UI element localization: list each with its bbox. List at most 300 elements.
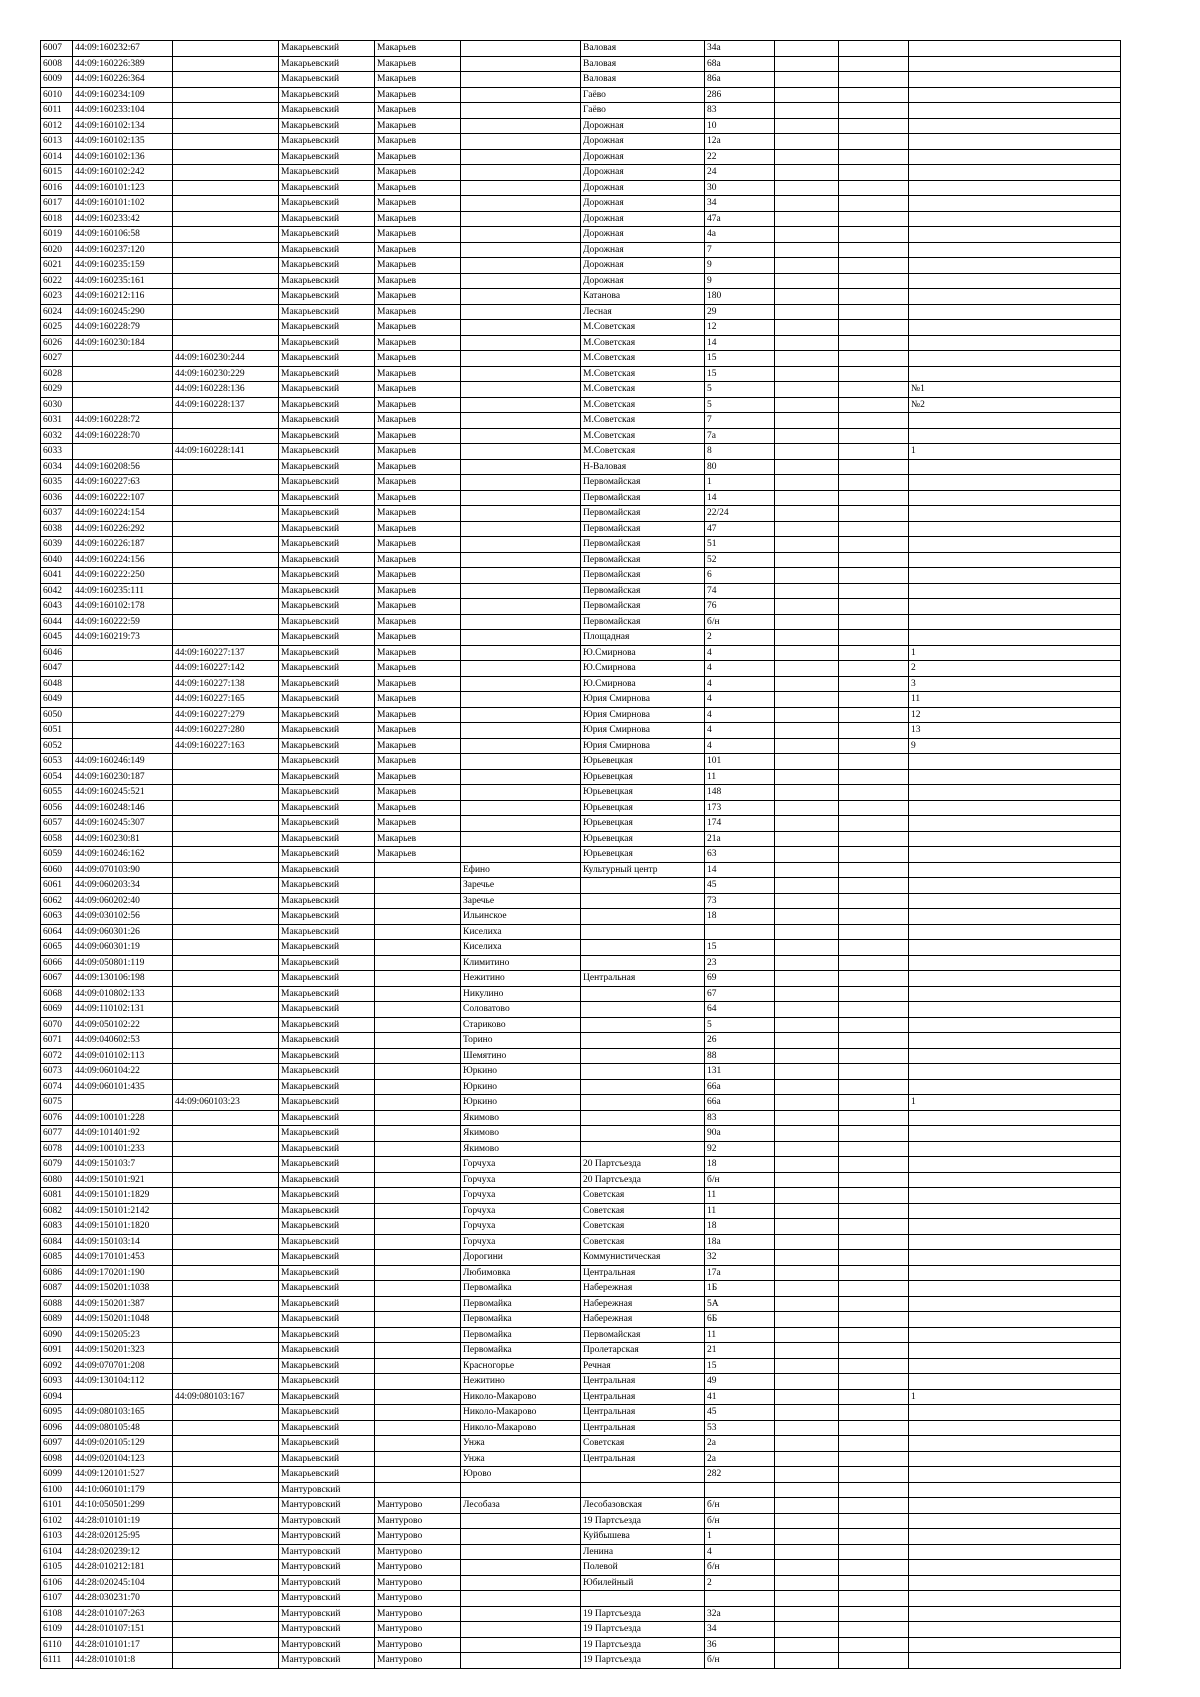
- unit-cell: [909, 1606, 1121, 1622]
- block-cell: [839, 924, 909, 940]
- table-row: [41, 521, 1121, 537]
- block-cell: [839, 552, 909, 568]
- table-row: [41, 1203, 1121, 1219]
- street-cell: Юрьевецкая: [581, 754, 705, 770]
- block-cell: [839, 227, 909, 243]
- unit-cell: [909, 878, 1121, 894]
- cadastral-number-cell: 44:09:160226:389: [73, 56, 173, 72]
- city-cell: Мантурово: [375, 1513, 461, 1529]
- building-cell: [775, 1157, 839, 1173]
- parent-cadastral-number-cell: [173, 118, 279, 134]
- building-cell: [775, 583, 839, 599]
- table-row: [41, 1560, 1121, 1576]
- building-cell: [775, 1250, 839, 1266]
- house-number-cell: 9: [705, 258, 775, 274]
- block-cell: [839, 1513, 909, 1529]
- building-cell: [775, 986, 839, 1002]
- settlement-cell: Дорогини: [461, 1250, 581, 1266]
- block-cell: [839, 754, 909, 770]
- unit-cell: [909, 490, 1121, 506]
- house-number-cell: 21: [705, 1343, 775, 1359]
- unit-cell: [909, 1219, 1121, 1235]
- city-cell: [375, 862, 461, 878]
- row-number-cell: 6035: [41, 475, 73, 491]
- table-row: [41, 1405, 1121, 1421]
- city-cell: Макарьев: [375, 676, 461, 692]
- row-number-cell: 6014: [41, 149, 73, 165]
- street-cell: М.Советская: [581, 366, 705, 382]
- row-number-cell: 6092: [41, 1358, 73, 1374]
- house-number-cell: 69: [705, 971, 775, 987]
- cadastral-number-cell: 44:09:160246:162: [73, 847, 173, 863]
- building-cell: [775, 227, 839, 243]
- row-number-cell: 6106: [41, 1575, 73, 1591]
- block-cell: [839, 1172, 909, 1188]
- city-cell: [375, 1234, 461, 1250]
- house-number-cell: 67: [705, 986, 775, 1002]
- settlement-cell: [461, 800, 581, 816]
- city-cell: [375, 971, 461, 987]
- block-cell: [839, 971, 909, 987]
- table-row: [41, 1498, 1121, 1514]
- settlement-cell: [461, 1591, 581, 1607]
- row-number-cell: 6013: [41, 134, 73, 150]
- city-cell: Макарьев: [375, 444, 461, 460]
- house-number-cell: 15: [705, 1358, 775, 1374]
- unit-cell: [909, 1188, 1121, 1204]
- cadastral-number-cell: 44:09:160222:250: [73, 568, 173, 584]
- building-cell: [775, 754, 839, 770]
- building-cell: [775, 878, 839, 894]
- parent-cadastral-number-cell: [173, 1219, 279, 1235]
- table-row: [41, 1451, 1121, 1467]
- city-cell: [375, 1312, 461, 1328]
- street-cell: [581, 878, 705, 894]
- parent-cadastral-number-cell: [173, 986, 279, 1002]
- unit-cell: [909, 1482, 1121, 1498]
- unit-cell: [909, 1591, 1121, 1607]
- row-number-cell: 6037: [41, 506, 73, 522]
- row-number-cell: 6084: [41, 1234, 73, 1250]
- block-cell: [839, 769, 909, 785]
- cadastral-number-cell: 44:09:110102:131: [73, 1002, 173, 1018]
- building-cell: [775, 366, 839, 382]
- cadastral-number-cell: 44:09:150201:387: [73, 1296, 173, 1312]
- cadastral-number-cell: [73, 382, 173, 398]
- district-cell: Макарьевский: [279, 1095, 375, 1111]
- unit-cell: 3: [909, 676, 1121, 692]
- city-cell: Макарьев: [375, 630, 461, 646]
- parent-cadastral-number-cell: [173, 1064, 279, 1080]
- street-cell: Юбилейный: [581, 1575, 705, 1591]
- parent-cadastral-number-cell: [173, 335, 279, 351]
- row-number-cell: 6059: [41, 847, 73, 863]
- unit-cell: [909, 211, 1121, 227]
- district-cell: Мантуровский: [279, 1498, 375, 1514]
- row-number-cell: 6101: [41, 1498, 73, 1514]
- house-number-cell: 14: [705, 862, 775, 878]
- district-cell: Мантуровский: [279, 1637, 375, 1653]
- house-number-cell: б/н: [705, 1498, 775, 1514]
- table-row: [41, 165, 1121, 181]
- unit-cell: 2: [909, 661, 1121, 677]
- block-cell: [839, 1327, 909, 1343]
- row-number-cell: 6055: [41, 785, 73, 801]
- settlement-cell: [461, 1513, 581, 1529]
- table-row: [41, 351, 1121, 367]
- street-cell: Набережная: [581, 1312, 705, 1328]
- house-number-cell: 36: [705, 1637, 775, 1653]
- block-cell: [839, 1002, 909, 1018]
- parent-cadastral-number-cell: [173, 1482, 279, 1498]
- block-cell: [839, 1203, 909, 1219]
- street-cell: Центральная: [581, 1451, 705, 1467]
- unit-cell: 13: [909, 723, 1121, 739]
- row-number-cell: 6074: [41, 1079, 73, 1095]
- city-cell: Макарьев: [375, 258, 461, 274]
- settlement-cell: Горчуха: [461, 1172, 581, 1188]
- house-number-cell: 10: [705, 118, 775, 134]
- building-cell: [775, 1606, 839, 1622]
- table-row: [41, 1358, 1121, 1374]
- block-cell: [839, 1126, 909, 1142]
- parent-cadastral-number-cell: [173, 971, 279, 987]
- parent-cadastral-number-cell: 44:09:060103:23: [173, 1095, 279, 1111]
- district-cell: Макарьевский: [279, 924, 375, 940]
- parent-cadastral-number-cell: [173, 56, 279, 72]
- street-cell: [581, 1048, 705, 1064]
- street-cell: Центральная: [581, 1420, 705, 1436]
- city-cell: Мантурово: [375, 1653, 461, 1669]
- unit-cell: [909, 971, 1121, 987]
- building-cell: [775, 459, 839, 475]
- house-number-cell: 21а: [705, 831, 775, 847]
- district-cell: Макарьевский: [279, 258, 375, 274]
- cadastral-number-cell: 44:09:160101:102: [73, 196, 173, 212]
- district-cell: Макарьевский: [279, 878, 375, 894]
- cadastral-number-cell: 44:09:160245:290: [73, 304, 173, 320]
- settlement-cell: Заречье: [461, 878, 581, 894]
- row-number-cell: 6109: [41, 1622, 73, 1638]
- parent-cadastral-number-cell: [173, 1606, 279, 1622]
- table-row: [41, 211, 1121, 227]
- settlement-cell: Горчуха: [461, 1188, 581, 1204]
- city-cell: [375, 1436, 461, 1452]
- district-cell: Макарьевский: [279, 1172, 375, 1188]
- unit-cell: [909, 909, 1121, 925]
- parent-cadastral-number-cell: [173, 41, 279, 57]
- block-cell: [839, 1420, 909, 1436]
- district-cell: Макарьевский: [279, 506, 375, 522]
- parent-cadastral-number-cell: [173, 955, 279, 971]
- district-cell: Макарьевский: [279, 1017, 375, 1033]
- district-cell: Макарьевский: [279, 1064, 375, 1080]
- building-cell: [775, 1312, 839, 1328]
- street-cell: [581, 1482, 705, 1498]
- unit-cell: [909, 1079, 1121, 1095]
- city-cell: Макарьев: [375, 273, 461, 289]
- table-row: [41, 242, 1121, 258]
- cadastral-number-cell: 44:09:160106:58: [73, 227, 173, 243]
- row-number-cell: 6028: [41, 366, 73, 382]
- district-cell: Макарьевский: [279, 1234, 375, 1250]
- table-row: [41, 1591, 1121, 1607]
- parent-cadastral-number-cell: [173, 1498, 279, 1514]
- parent-cadastral-number-cell: [173, 149, 279, 165]
- house-number-cell: б/н: [705, 1172, 775, 1188]
- house-number-cell: 148: [705, 785, 775, 801]
- city-cell: Макарьев: [375, 816, 461, 832]
- street-cell: Первомайская: [581, 1327, 705, 1343]
- cadastral-number-cell: 44:28:010101:8: [73, 1653, 173, 1669]
- unit-cell: 1: [909, 1095, 1121, 1111]
- district-cell: Макарьевский: [279, 428, 375, 444]
- city-cell: Макарьев: [375, 87, 461, 103]
- table-row: [41, 118, 1121, 134]
- building-cell: [775, 552, 839, 568]
- row-number-cell: 6058: [41, 831, 73, 847]
- city-cell: [375, 1219, 461, 1235]
- settlement-cell: Ефино: [461, 862, 581, 878]
- cadastral-number-cell: 44:09:160235:161: [73, 273, 173, 289]
- district-cell: Макарьевский: [279, 1296, 375, 1312]
- district-cell: Мантуровский: [279, 1513, 375, 1529]
- street-cell: [581, 924, 705, 940]
- street-cell: [581, 893, 705, 909]
- street-cell: Юрьевецкая: [581, 816, 705, 832]
- cadastral-number-cell: 44:09:160224:154: [73, 506, 173, 522]
- street-cell: [581, 1033, 705, 1049]
- parent-cadastral-number-cell: [173, 1141, 279, 1157]
- house-number-cell: б/н: [705, 1560, 775, 1576]
- block-cell: [839, 785, 909, 801]
- cadastral-number-cell: 44:09:120101:527: [73, 1467, 173, 1483]
- parent-cadastral-number-cell: [173, 242, 279, 258]
- parent-cadastral-number-cell: [173, 1250, 279, 1266]
- row-number-cell: 6041: [41, 568, 73, 584]
- settlement-cell: Красногорье: [461, 1358, 581, 1374]
- parent-cadastral-number-cell: [173, 87, 279, 103]
- building-cell: [775, 428, 839, 444]
- city-cell: [375, 1203, 461, 1219]
- table-row: [41, 1529, 1121, 1545]
- cadastral-number-cell: 44:28:020125:95: [73, 1529, 173, 1545]
- building-cell: [775, 304, 839, 320]
- house-number-cell: 24: [705, 165, 775, 181]
- building-cell: [775, 149, 839, 165]
- parent-cadastral-number-cell: 44:09:160227:137: [173, 645, 279, 661]
- parent-cadastral-number-cell: 44:09:160227:138: [173, 676, 279, 692]
- block-cell: [839, 1405, 909, 1421]
- row-number-cell: 6020: [41, 242, 73, 258]
- house-number-cell: 12: [705, 320, 775, 336]
- house-number-cell: 68а: [705, 56, 775, 72]
- district-cell: Макарьевский: [279, 87, 375, 103]
- settlement-cell: [461, 630, 581, 646]
- block-cell: [839, 351, 909, 367]
- parent-cadastral-number-cell: [173, 1591, 279, 1607]
- table-row: [41, 769, 1121, 785]
- street-cell: Катанова: [581, 289, 705, 305]
- block-cell: [839, 1358, 909, 1374]
- house-number-cell: 32: [705, 1250, 775, 1266]
- unit-cell: [909, 1374, 1121, 1390]
- block-cell: [839, 87, 909, 103]
- city-cell: Макарьев: [375, 335, 461, 351]
- settlement-cell: [461, 1560, 581, 1576]
- district-cell: Макарьевский: [279, 397, 375, 413]
- cadastral-number-cell: 44:09:060203:34: [73, 878, 173, 894]
- table-row: [41, 862, 1121, 878]
- parent-cadastral-number-cell: 44:09:160230:244: [173, 351, 279, 367]
- settlement-cell: [461, 1637, 581, 1653]
- building-cell: [775, 614, 839, 630]
- house-number-cell: 7: [705, 242, 775, 258]
- cadastral-number-cell: 44:09:160226:187: [73, 537, 173, 553]
- settlement-cell: Горчуха: [461, 1203, 581, 1219]
- city-cell: [375, 1250, 461, 1266]
- row-number-cell: 6070: [41, 1017, 73, 1033]
- district-cell: Макарьевский: [279, 986, 375, 1002]
- district-cell: Макарьевский: [279, 1389, 375, 1405]
- settlement-cell: [461, 738, 581, 754]
- city-cell: Макарьев: [375, 475, 461, 491]
- city-cell: [375, 1389, 461, 1405]
- city-cell: Мантурово: [375, 1637, 461, 1653]
- cadastral-number-cell: 44:09:160228:79: [73, 320, 173, 336]
- settlement-cell: Соловатово: [461, 1002, 581, 1018]
- cadastral-number-cell: 44:09:170101:453: [73, 1250, 173, 1266]
- district-cell: Макарьевский: [279, 723, 375, 739]
- unit-cell: [909, 955, 1121, 971]
- district-cell: Макарьевский: [279, 1467, 375, 1483]
- street-cell: [581, 1095, 705, 1111]
- district-cell: Макарьевский: [279, 692, 375, 708]
- block-cell: [839, 1219, 909, 1235]
- city-cell: [375, 1095, 461, 1111]
- parent-cadastral-number-cell: [173, 909, 279, 925]
- cadastral-number-cell: 44:09:160230:81: [73, 831, 173, 847]
- house-number-cell: 23: [705, 955, 775, 971]
- building-cell: [775, 1017, 839, 1033]
- district-cell: Макарьевский: [279, 676, 375, 692]
- row-number-cell: 6065: [41, 940, 73, 956]
- settlement-cell: Любимовка: [461, 1265, 581, 1281]
- house-number-cell: 4: [705, 661, 775, 677]
- cadastral-number-cell: 44:09:160102:178: [73, 599, 173, 615]
- table-row: [41, 56, 1121, 72]
- row-number-cell: 6009: [41, 72, 73, 88]
- settlement-cell: Николо-Макарово: [461, 1420, 581, 1436]
- building-cell: [775, 1126, 839, 1142]
- cadastral-number-cell: 44:09:160208:56: [73, 459, 173, 475]
- settlement-cell: [461, 134, 581, 150]
- city-cell: [375, 940, 461, 956]
- row-number-cell: 6097: [41, 1436, 73, 1452]
- cadastral-number-cell: 44:09:160102:134: [73, 118, 173, 134]
- block-cell: [839, 1265, 909, 1281]
- house-number-cell: 5: [705, 397, 775, 413]
- building-cell: [775, 1467, 839, 1483]
- table-row: [41, 428, 1121, 444]
- block-cell: [839, 1064, 909, 1080]
- block-cell: [839, 258, 909, 274]
- settlement-cell: [461, 785, 581, 801]
- settlement-cell: Первомайка: [461, 1312, 581, 1328]
- house-number-cell: 83: [705, 1110, 775, 1126]
- settlement-cell: [461, 397, 581, 413]
- cadastral-number-cell: 44:09:060202:40: [73, 893, 173, 909]
- city-cell: [375, 1467, 461, 1483]
- settlement-cell: [461, 847, 581, 863]
- street-cell: Дорожная: [581, 273, 705, 289]
- block-cell: [839, 459, 909, 475]
- block-cell: [839, 1141, 909, 1157]
- city-cell: Макарьев: [375, 723, 461, 739]
- district-cell: Макарьевский: [279, 103, 375, 119]
- row-number-cell: 6064: [41, 924, 73, 940]
- parent-cadastral-number-cell: [173, 1358, 279, 1374]
- cadastral-number-cell: 44:28:020245:104: [73, 1575, 173, 1591]
- settlement-cell: [461, 320, 581, 336]
- unit-cell: [909, 1436, 1121, 1452]
- district-cell: Макарьевский: [279, 754, 375, 770]
- parent-cadastral-number-cell: [173, 847, 279, 863]
- unit-cell: №1: [909, 382, 1121, 398]
- building-cell: [775, 103, 839, 119]
- city-cell: Макарьев: [375, 56, 461, 72]
- settlement-cell: Николо-Макарово: [461, 1405, 581, 1421]
- city-cell: [375, 1265, 461, 1281]
- parent-cadastral-number-cell: [173, 1110, 279, 1126]
- unit-cell: [909, 41, 1121, 57]
- cadastral-number-cell: 44:09:160212:116: [73, 289, 173, 305]
- table-row: [41, 1436, 1121, 1452]
- city-cell: Макарьев: [375, 72, 461, 88]
- row-number-cell: 6100: [41, 1482, 73, 1498]
- cadastral-number-cell: 44:09:080105:48: [73, 1420, 173, 1436]
- parent-cadastral-number-cell: 44:09:080103:167: [173, 1389, 279, 1405]
- row-number-cell: 6076: [41, 1110, 73, 1126]
- block-cell: [839, 413, 909, 429]
- row-number-cell: 6038: [41, 521, 73, 537]
- district-cell: Мантуровский: [279, 1529, 375, 1545]
- block-cell: [839, 397, 909, 413]
- street-cell: Набережная: [581, 1296, 705, 1312]
- parent-cadastral-number-cell: [173, 1203, 279, 1219]
- city-cell: Макарьев: [375, 41, 461, 57]
- row-number-cell: 6025: [41, 320, 73, 336]
- settlement-cell: [461, 475, 581, 491]
- settlement-cell: [461, 831, 581, 847]
- unit-cell: [909, 1513, 1121, 1529]
- table-row: [41, 320, 1121, 336]
- building-cell: [775, 1544, 839, 1560]
- table-body: [41, 41, 1121, 1669]
- block-cell: [839, 1606, 909, 1622]
- district-cell: Макарьевский: [279, 1327, 375, 1343]
- unit-cell: [909, 1234, 1121, 1250]
- block-cell: [839, 645, 909, 661]
- block-cell: [839, 289, 909, 305]
- building-cell: [775, 1188, 839, 1204]
- building-cell: [775, 1591, 839, 1607]
- house-number-cell: 92: [705, 1141, 775, 1157]
- table-row: [41, 1513, 1121, 1529]
- row-number-cell: 6032: [41, 428, 73, 444]
- building-cell: [775, 41, 839, 57]
- building-cell: [775, 351, 839, 367]
